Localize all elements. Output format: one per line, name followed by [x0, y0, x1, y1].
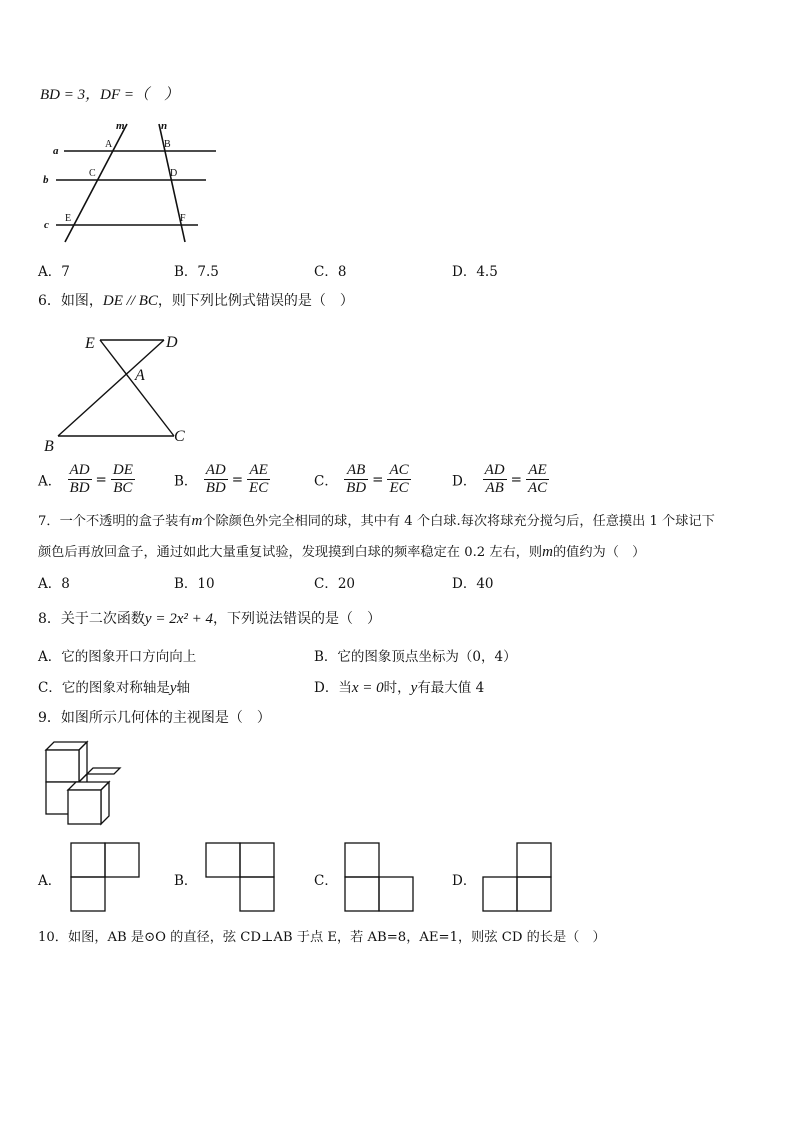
q6-triangle-figure: [38, 330, 198, 454]
q10-stem: 10．如图，AB 是⊙O 的直径，弦 CD⊥AB 于点 E，若 AB=8，AE=1，则弦 CD 的长是（ ）: [38, 930, 606, 945]
q8-option-a[interactable]: A．它的图象开口方向向上: [38, 649, 197, 665]
q9-option-b-view[interactable]: [205, 842, 275, 912]
label-D: D: [170, 168, 178, 179]
q9-solid-figure: [38, 736, 128, 828]
label-c: c: [44, 219, 49, 231]
label-B: B: [44, 438, 54, 454]
q5-option-b[interactable]: B．7.5: [174, 264, 219, 280]
q5-option-c[interactable]: C．8: [314, 264, 347, 280]
label-m: m: [116, 120, 125, 132]
q5-parallel-lines-figure: [38, 115, 228, 247]
label-A: A: [105, 139, 113, 150]
label-b: b: [43, 174, 49, 186]
q6-option-b[interactable]: B． $\frac{AD}{BD}$ = $\frac{AE}{EC}$: [174, 462, 269, 496]
q9-option-d-label[interactable]: D．: [452, 873, 477, 889]
label-F: F: [180, 213, 186, 224]
q7-stem-line1: 7．一个不透明的盒子装有m个除颜色外完全相同的球，其中有 4 个白球.每次将球充分搅匀后，任意摸出 1 个球记下: [38, 513, 715, 529]
q5-option-a[interactable]: A．7: [38, 264, 70, 280]
label-E: E: [65, 213, 72, 224]
q6-option-a[interactable]: A． $\frac{AD}{BD}$ = $\frac{DE}{BC}$: [38, 462, 133, 496]
label-C: C: [174, 428, 185, 445]
q9-option-c-label[interactable]: C．: [314, 873, 338, 889]
q9-stem: 9．如图所示几何体的主视图是（ ）: [38, 710, 271, 726]
label-a: a: [53, 145, 59, 157]
q8-stem: 8．关于二次函数y = 2x² + 4，下列说法错误的是（ ）: [38, 611, 381, 627]
q5-stem-tail: BD = 3，DF =（ ）: [40, 87, 179, 103]
q8-option-b[interactable]: B．它的图象顶点坐标为（0，4）: [314, 649, 517, 665]
q7-option-d[interactable]: D．40: [452, 576, 494, 592]
label-E: E: [85, 335, 95, 352]
q6-option-c[interactable]: C． $\frac{AB}{BD}$ = $\frac{AC}{EC}$: [314, 462, 409, 496]
q9-option-c-view[interactable]: [344, 842, 414, 912]
q9-option-a-view[interactable]: [70, 842, 140, 912]
q7-option-c[interactable]: C．20: [314, 576, 356, 592]
label-n: n: [161, 120, 168, 132]
q8-option-c[interactable]: C．它的图象对称轴是y轴: [38, 680, 191, 696]
q9-option-b-label[interactable]: B．: [174, 873, 198, 889]
q8-option-d[interactable]: D．当x = 0时，y有最大值 4: [314, 680, 485, 696]
q7-stem-line2: 颜色后再放回盒子，通过如此大量重复试验，发现摸到白球的频率稳定在 0.2 左右，则m的值约为（ ）: [38, 544, 646, 560]
q6-stem: 6．如图，DE // BC，则下列比例式错误的是（ ）: [38, 293, 354, 309]
label-D: D: [166, 334, 178, 351]
q7-option-a[interactable]: A．8: [38, 576, 70, 592]
q5-option-d[interactable]: D．4.5: [452, 264, 498, 280]
label-A: A: [135, 367, 145, 384]
q6-option-d[interactable]: D． $\frac{AD}{AB}$ = $\frac{AE}{AC}$: [452, 462, 548, 496]
label-C: C: [89, 168, 96, 179]
label-B: B: [164, 139, 171, 150]
q9-option-d-view[interactable]: [482, 842, 552, 912]
q7-option-b[interactable]: B．10: [174, 576, 215, 592]
q9-option-a-label[interactable]: A．: [38, 873, 62, 889]
